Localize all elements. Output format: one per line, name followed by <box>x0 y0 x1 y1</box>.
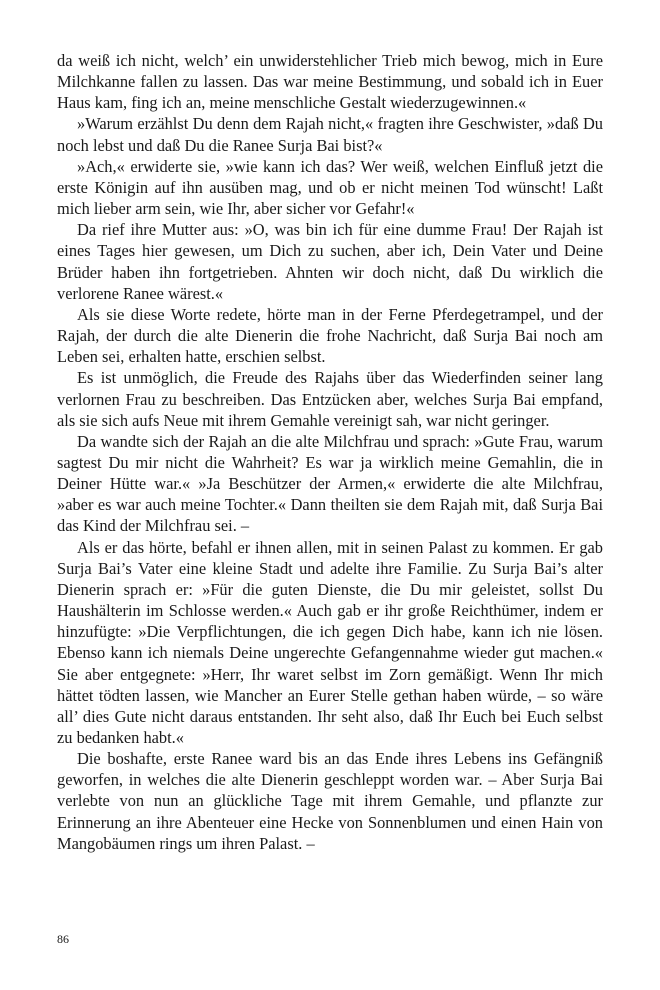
paragraph-1: da weiß ich nicht, welch’ ein unwiderstehlicher Trieb mich bewog, mich in Eure Milchkanne fallen zu lassen. Das war meine Bestimmung, und sobald ich in Euer Haus kam, fing ich an, meine menschliche Gestalt wiederzugewinnen.« <box>57 51 603 113</box>
paragraph-5: Als sie diese Worte redete, hörte man in der Ferne Pferdegetrampel, und der Rajah, der durch die alte Dienerin die frohe Nachricht, daß Surja Bai noch am Leben sei, erhalten hatte, erschien selbst. <box>57 304 603 367</box>
page-text-block <box>57 50 603 854</box>
paragraph-6: Es ist unmöglich, die Freude des Rajahs über das Wiederfinden seiner lang verlornen Frau zu beschreiben. Das Entzücken aber, welches Surja Bai empfand, als sie sich aufs Neue mit ihrem Gemahle vereinigt sah, war nicht geringer. <box>57 368 603 430</box>
paragraph-9: Die boshafte, erste Ranee ward bis an das Ende ihres Lebens ins Gefängniß geworfen, in welches die alte Dienerin geschleppt worden war. – Aber Surja Bai verlebte von nun an glückliche Tage mit ihrem Gemahle, und pflanzte zur Erinnerung an ihre Abenteuer eine Hecke von Sonnenblumen und einen Hain von Mangobäumen rings um ihren Palast. – <box>57 749 603 853</box>
paragraph-7: Da wandte sich der Rajah an die alte Milchfrau und sprach: »Gute Frau, warum sagtest Du mir nicht die Wahrheit? Es war ja wirklich meine Gemahlin, die in Deiner Hütte war.« »Ja Beschützer der Armen,« erwiderte die alte Milchfrau, »aber es war auch meine Tochter.« Dann theilten sie dem Rajah mit, daß Surja Bai das Kind der Milchfrau sei. – <box>57 431 603 536</box>
paragraph-8: Als er das hörte, befahl er ihnen allen, mit in seinen Palast zu kommen. Er gab Surja Bai’s Vater eine kleine Stadt und adelte ihre Familie. Zu Surja Bai’s alter Dienerin sprach er: »Für die guten Dienste, die Du mir geleistet, sollst Du Haushälterin im Schlosse werden.« Auch gab er ihr große Reichthümer, indem er hinzufügte: »Die Verpflichtungen, die ich gegen Dich habe, kann ich nie lösen. Ebenso kann ich niemals Deine ungerechte Gefangennahme wieder gut machen.« Sie aber entgegnete: »Herr, Ihr waret selbst im Zorn gemäßigt. Wenn Ihr mich hättet tödten lassen, wie Mancher an Eurer Stelle gethan haben würde, – so wäre all’ dies Gute nicht daraus entstanden. Ihr seht also, daß Ihr Euch bei Euch selbst zu bedanken habt.« <box>57 537 603 747</box>
paragraph-2: »Warum erzählst Du denn dem Rajah nicht,« fragten ihre Geschwister, »daß Du noch lebst und daß Du die Ranee Surja Bai bist?« <box>57 114 603 155</box>
paragraph-3: »Ach,« erwiderte sie, »wie kann ich das? Wer weiß, welchen Einfluß jetzt die erste Königin auf ihn ausüben mag, und ob er nicht meinen Tod wünscht! Laßt mich lieber arm sein, wie Ihr, aber sicher vor Gefahr!« <box>57 156 603 219</box>
page-number: 86 <box>57 932 69 946</box>
paragraph-4: Da rief ihre Mutter aus: »O, was bin ich für eine dumme Frau! Der Rajah ist eines Tages hier gewesen, um Dich zu suchen, aber ich, Dein Vater und Deine Brüder haben ihn fortgetrieben. Ahnten wir doch nicht, daß Du wirklich die verlorene Ranee wärest.« <box>57 220 603 303</box>
